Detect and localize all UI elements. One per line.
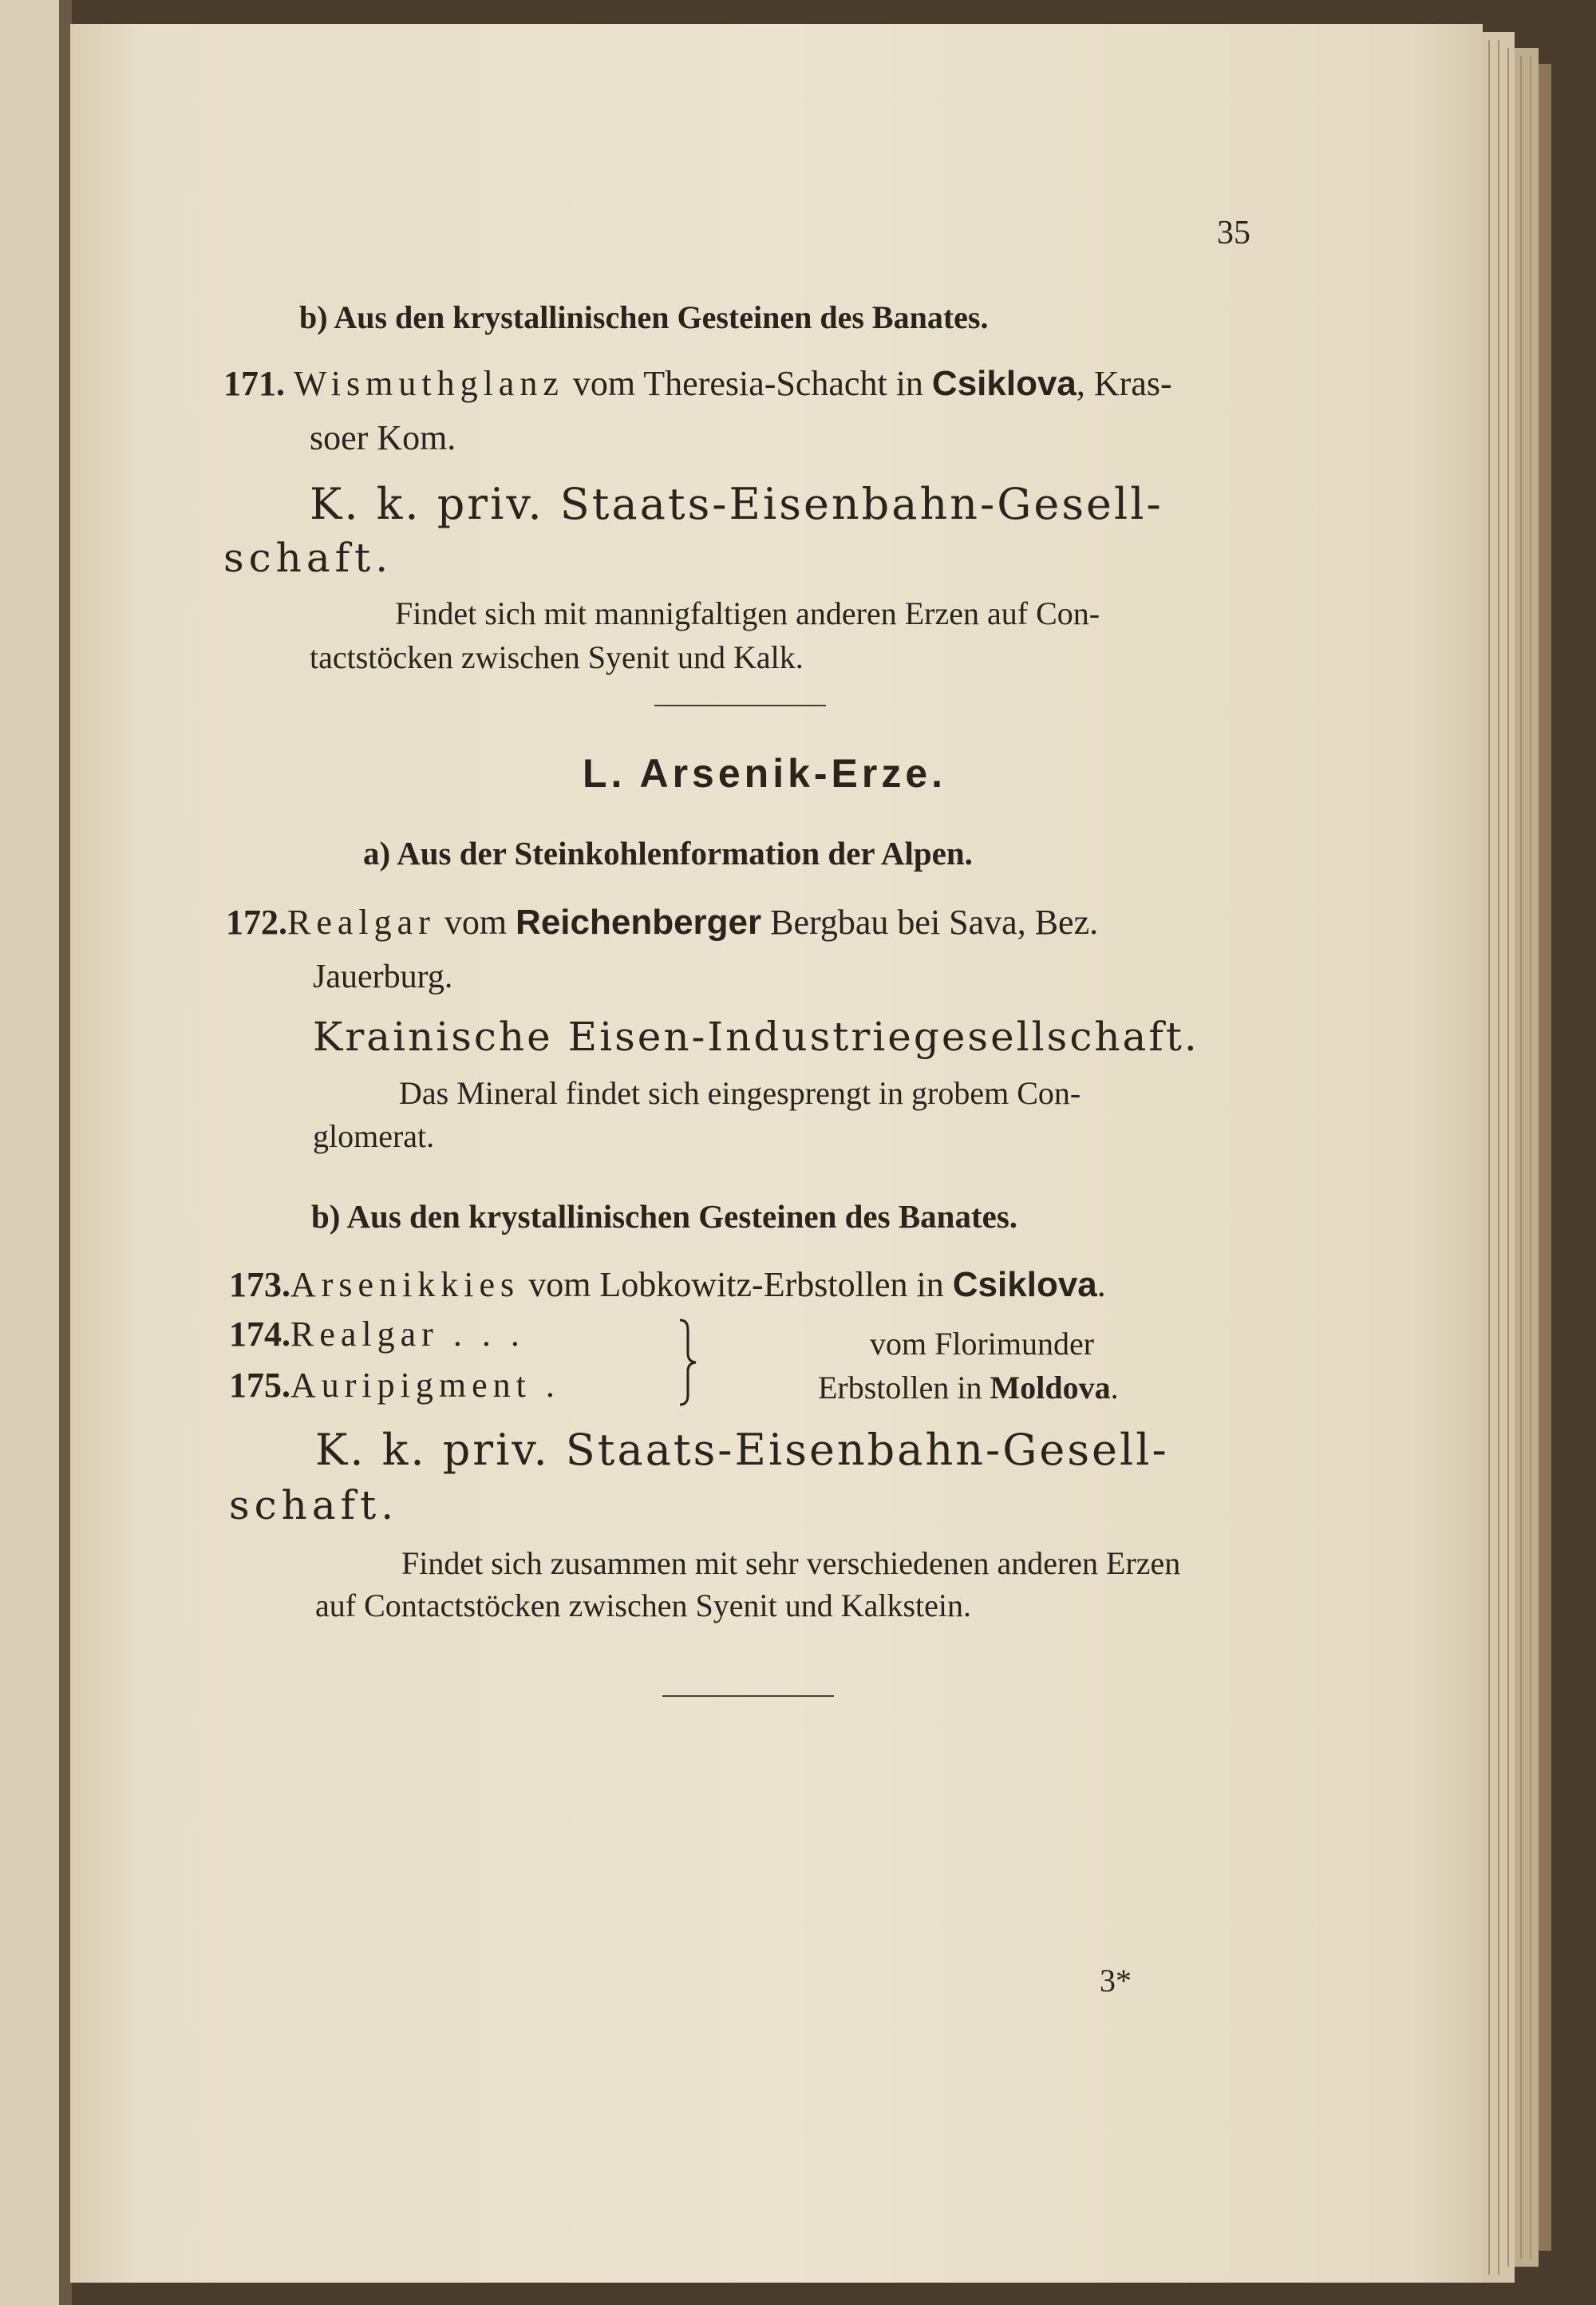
exhibitor-krainische: Krainische Eisen-Industriegesellschaft. [313,1014,1199,1060]
chapter-title: L. Arsenik-Erze. [583,751,947,796]
entry-175 [229,1365,560,1406]
divider-rule-2 [662,1695,834,1697]
signature-mark: 3* [1100,1963,1132,1999]
entry-172 [226,902,1098,943]
entry-mineral: Arsenikkies [290,1265,520,1304]
brace-icon [677,1319,701,1406]
exhibitor-line1: K. k. priv. Staats-Eisenbahn-Gesell- [310,479,1163,529]
entry-place: Reichenberger [516,903,762,942]
brace-text-end: . [1110,1370,1119,1406]
note-line2: glomerat. [313,1118,435,1154]
entry-place: Csiklova [952,1265,1097,1304]
brace-text-line2 [818,1369,1119,1406]
entry-number: 173. [229,1265,290,1304]
brace-place: Moldova [990,1370,1111,1406]
exhibitor-line1: K. k. priv. Staats-Eisenbahn-Gesell- [315,1425,1169,1475]
section-heading-banates-1: b) Aus den krystallinischen Gesteinen des Banates. [299,299,989,335]
entry-172-line2: Jauerburg. [313,959,453,995]
note-line1: Findet sich mit mannigfaltigen anderen Erzen auf Con- [395,595,1100,631]
entry-mineral: Realgar [287,903,436,942]
exhibitor-line2: schaft. [229,1482,399,1528]
entry-text-end: . [1096,1265,1106,1304]
note-line1: Das Mineral findet sich eingesprengt in grobem Con- [399,1075,1081,1111]
brace-text-line1: vom Florimunder [870,1326,1095,1362]
entry-number: 174. [229,1315,290,1354]
entry-number: 171. [223,364,285,403]
note-line2: auf Contactstöcken zwischen Syenit und Kalkstein. [315,1587,972,1623]
entry-174 [229,1314,525,1354]
entry-171 [223,363,1172,404]
note-line2: tactstöcken zwischen Syenit und Kalk. [310,639,804,675]
entry-number: 175. [229,1366,290,1405]
divider-rule-1 [654,705,826,706]
entry-mineral: Realgar . . . [290,1315,525,1354]
entry-mineral: Wismuthglanz [294,364,564,403]
entry-171-line2: soer Kom. [310,418,456,457]
entry-text: vom [444,903,516,942]
entry-text: vom Theresia-Schacht in [572,364,932,403]
note-line1: Findet sich zusammen mit sehr verschiedenen anderen Erzen [401,1545,1181,1581]
section-heading-banates-2: b) Aus den krystallinischen Gesteinen des Banates. [311,1198,1018,1235]
entry-number: 172. [226,903,287,942]
entry-173 [229,1264,1106,1305]
entry-place: Csiklova [931,364,1077,403]
entry-text-end: Bergbau bei Sava, Bez. [761,903,1099,942]
exhibitor-line2: schaft. [223,535,393,581]
brace-text: Erbstollen in [818,1370,990,1406]
entry-text-end: , Kras- [1076,364,1172,403]
page-number: 35 [1217,215,1250,251]
section-heading-alpen: a) Aus der Steinkohlenformation der Alpen. [363,835,973,872]
entry-text: vom Lobkowitz-Erbstollen in [528,1265,953,1304]
entry-mineral: Auripigment . [290,1366,560,1405]
